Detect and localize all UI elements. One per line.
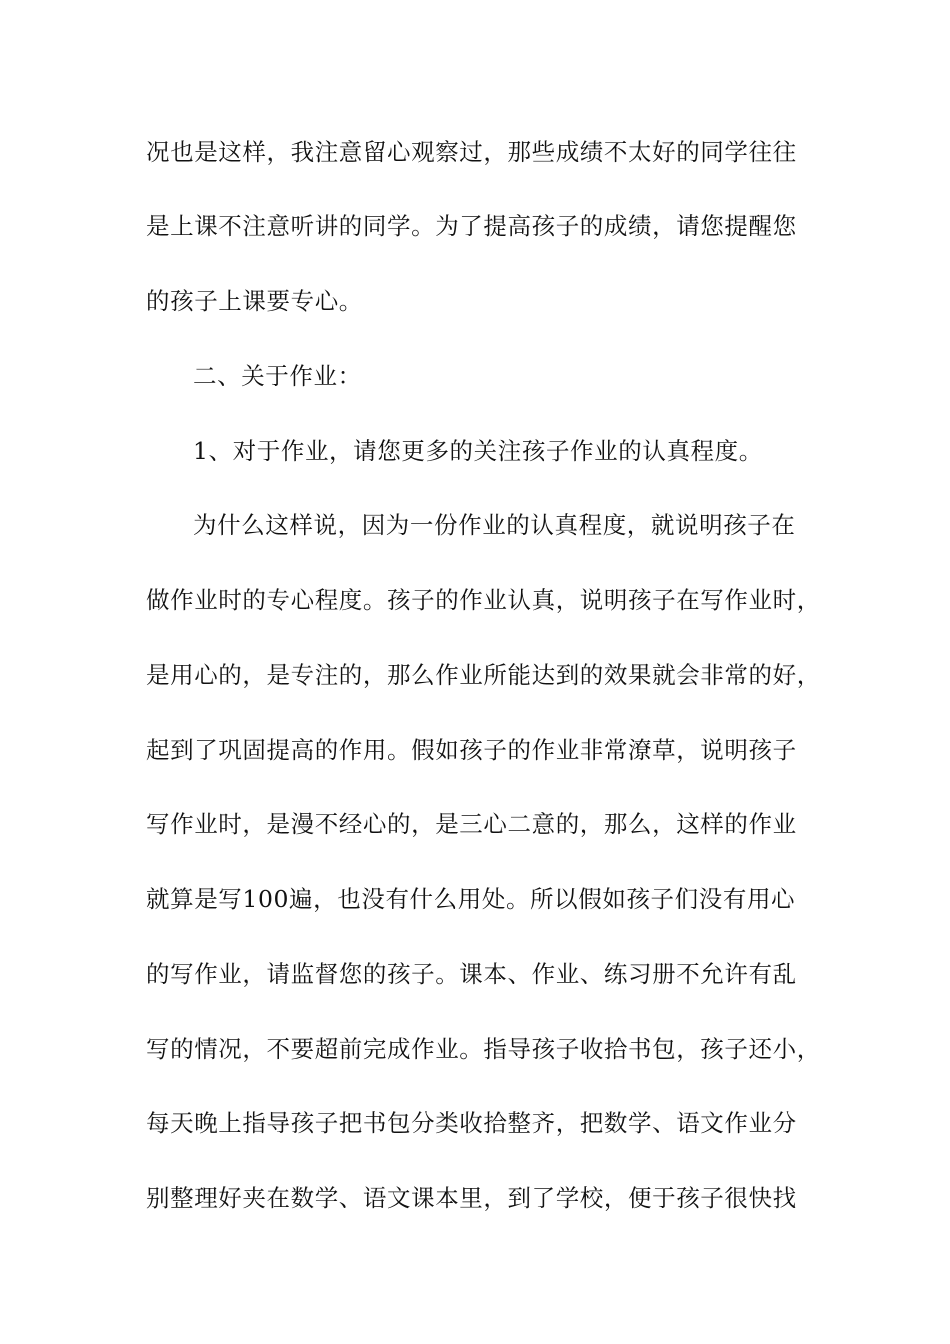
text-line: 的孩子上课要专心。 [146,287,363,315]
text-line: 起到了巩固提高的作用。假如孩子的作业非常潦草，说明孩子 [146,736,797,764]
text-line: 做作业时的专心程度。孩子的作业认真，说明孩子在写作业时， [146,586,821,614]
text-line: 是用心的，是专注的，那么作业所能达到的效果就会非常的好， [146,661,821,689]
text-line: 别整理好夹在数学、语文课本里，到了学校，便于孩子很快找 [146,1184,797,1212]
text-line: 写作业时，是漫不经心的，是三心二意的，那么，这样的作业 [146,810,797,838]
text-line: 的写作业，请监督您的孩子。课本、作业、练习册不允许有乱 [146,960,797,988]
text-line: 为什么这样说，因为一份作业的认真程度，就说明孩子在 [193,511,796,539]
text-line: 是上课不注意听讲的同学。为了提高孩子的成绩，请您提醒您 [146,212,797,240]
text-line: 况也是这样，我注意留心观察过，那些成绩不太好的同学往往 [146,138,797,166]
section-heading: 二、关于作业： [193,362,362,390]
text-line: 1、对于作业，请您更多的关注孩子作业的认真程度。 [193,437,763,465]
text-line: 就算是写100遍，也没有什么用处。所以假如孩子们没有用心 [146,885,796,913]
text-line: 每天晚上指导孩子把书包分类收拾整齐，把数学、语文作业分 [146,1109,797,1137]
text-line: 写的情况，不要超前完成作业。指导孩子收拾书包，孩子还小， [146,1035,821,1063]
